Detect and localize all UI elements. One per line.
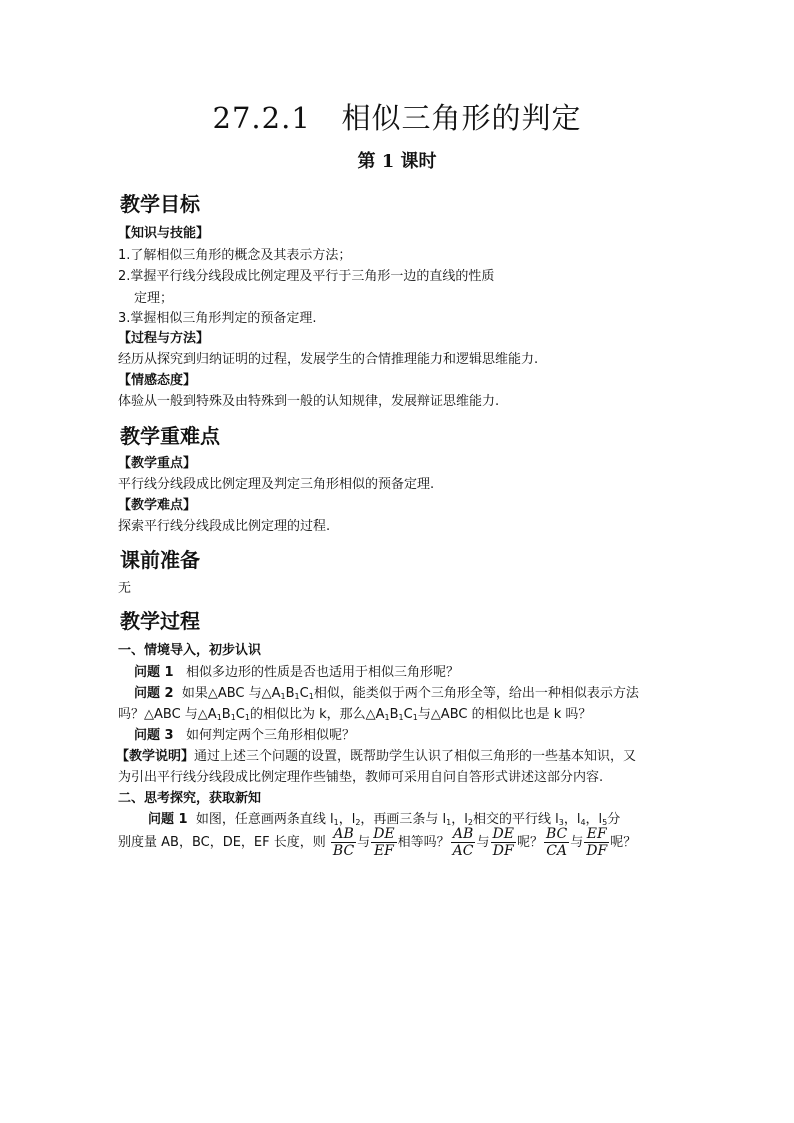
teaching-note-a: 通过上述三个问题的设置，既帮助学生认识了相似三角形的一些基本知识，又 [194,749,637,764]
heading-goals: 教学目标 [120,192,200,216]
p1-sub: 4 [580,818,586,827]
q2-text-g: C [235,707,245,722]
heading-process: 教学过程 [120,609,200,633]
section-2-title: 二、思考探究，获取新知 [118,791,262,806]
goal-k2a: 2.掌握平行线分线段成比例定理及平行于三角形一边的直线的性质 [118,269,495,284]
heading-keypoints: 教学重难点 [120,424,220,448]
teaching-note-line-2: 为引出平行线分线段成比例定理作些铺垫，教师可采用自问自答形式讲述这部分内容. [118,770,604,785]
q2-sub: 1 [398,713,404,722]
p1-line2-b: 相等吗？ [397,835,450,850]
keypoint-focus: 平行线分线段成比例定理及判定三角形相似的预备定理. [118,477,435,492]
page-subtitle: 第 1 课时 [357,151,437,172]
p1-e: 相交的平行线 l [472,812,559,827]
p1-sub: 1 [446,818,452,827]
q2-sub: 1 [216,713,222,722]
goal-k3: 3.掌握相似三角形判定的预备定理. [118,311,317,326]
teaching-note-line-1 [116,745,636,764]
p1-f: ，l [563,812,581,827]
q2-sub: 1 [244,713,250,722]
p1-c: ，再画三条与 l [360,812,447,827]
teaching-note-tag: 【教学说明】 [116,749,195,764]
problem-1-label: 问题 1 [148,812,188,827]
word-yu: 与 [476,835,490,850]
q2-sub: 1 [294,692,300,701]
q2-text-b: B [285,686,295,701]
fraction-bc-ca: $\frac{BC}{CA}$ [545,826,568,859]
p1-g: ，l [585,812,603,827]
p1-b: ，l [338,812,356,827]
word-ne-2: 呢？ [610,835,637,850]
p1-sub: 1 [333,818,339,827]
keypoint-difficulty: 探索平行线分线段成比例定理的过程. [118,519,331,534]
q2-text-d: 相似，能类似于两个三角形全等，给出一种相似表示方法 [313,686,639,701]
question-2-line-2 [118,703,591,722]
fraction-ef-df: $\frac{EF}{DF}$ [586,826,608,859]
fraction-ab-bc: $\frac{AB}{BC}$ [332,826,355,859]
question-1-text: 相似多边形的性质是否也适用于相似三角形呢？ [185,665,459,680]
title-text: 相似三角形的判定 [341,101,582,135]
p1-sub: 5 [602,818,608,827]
q2-sub: 1 [308,692,314,701]
p1-sub: 2 [467,818,473,827]
word-yu: 与 [570,835,584,850]
p1-line2-a: 别度量 AB，BC，DE，EF 长度，则 [118,835,326,850]
q2-text-j: C [403,707,413,722]
tag-difficulty: 【教学难点】 [118,498,197,513]
tag-attitude: 【情感态度】 [118,373,197,388]
question-1-label: 问题 1 [134,665,174,680]
q2-text-i: B [389,707,399,722]
tag-process: 【过程与方法】 [118,331,210,346]
q2-sub: 1 [412,713,418,722]
question-1 [134,661,459,680]
q2-sub: 1 [280,692,286,701]
q2-text-e: 吗？△ABC 与△A [118,707,217,722]
q2-text-f: B [221,707,231,722]
problem-1-line-2 [118,826,636,859]
word-ne: 呢？ [516,835,543,850]
q2-sub: 1 [230,713,236,722]
question-2-label: 问题 2 [134,686,174,701]
p1-sub: 2 [355,818,361,827]
word-yu: 与 [357,835,371,850]
question-2-line-1 [134,682,639,701]
page-title [0,96,794,137]
p1-d: ，l [451,812,468,827]
question-3-label: 问题 3 [134,728,174,743]
q2-text-k: 与△ABC 的相似比也是 k 吗？ [417,707,592,722]
p1-a: 如图，任意画两条直线 l [195,812,334,827]
question-3-text: 如何判定两个三角形相似呢？ [185,728,355,743]
p1-sub: 3 [558,818,564,827]
p1-h: 分 [607,812,621,827]
fraction-de-df: $\frac{DE}{DF}$ [492,826,514,859]
goal-k1: 1.了解相似三角形的概念及其表示方法； [118,248,352,263]
prep-text: 无 [118,581,132,596]
q2-text-h: 的相似比为 k，那么△A [249,707,385,722]
section-1-title: 一、情境导入，初步认识 [118,643,262,658]
question-3 [134,724,355,743]
problem-1-line-1 [148,808,620,827]
q2-sub: 1 [384,713,390,722]
goal-attitude: 体验从一般到特殊及由特殊到一般的认知规律，发展辩证思维能力. [118,394,500,409]
tag-knowledge: 【知识与技能】 [118,226,210,241]
heading-prep: 课前准备 [120,548,200,572]
q2-text-a: 如果△ABC 与△A [181,686,281,701]
goal-k2b: 定理； [134,291,174,306]
q2-text-c: C [299,686,309,701]
fraction-ab-ac: $\frac{AB}{AC}$ [452,826,474,859]
goal-process: 经历从探究到归纳证明的过程，发展学生的合情推理能力和逻辑思维能力. [118,352,539,367]
tag-focus: 【教学重点】 [118,456,197,471]
fraction-de-ef: $\frac{DE}{EF}$ [373,826,395,859]
title-number: 27.2.1 [212,101,311,135]
